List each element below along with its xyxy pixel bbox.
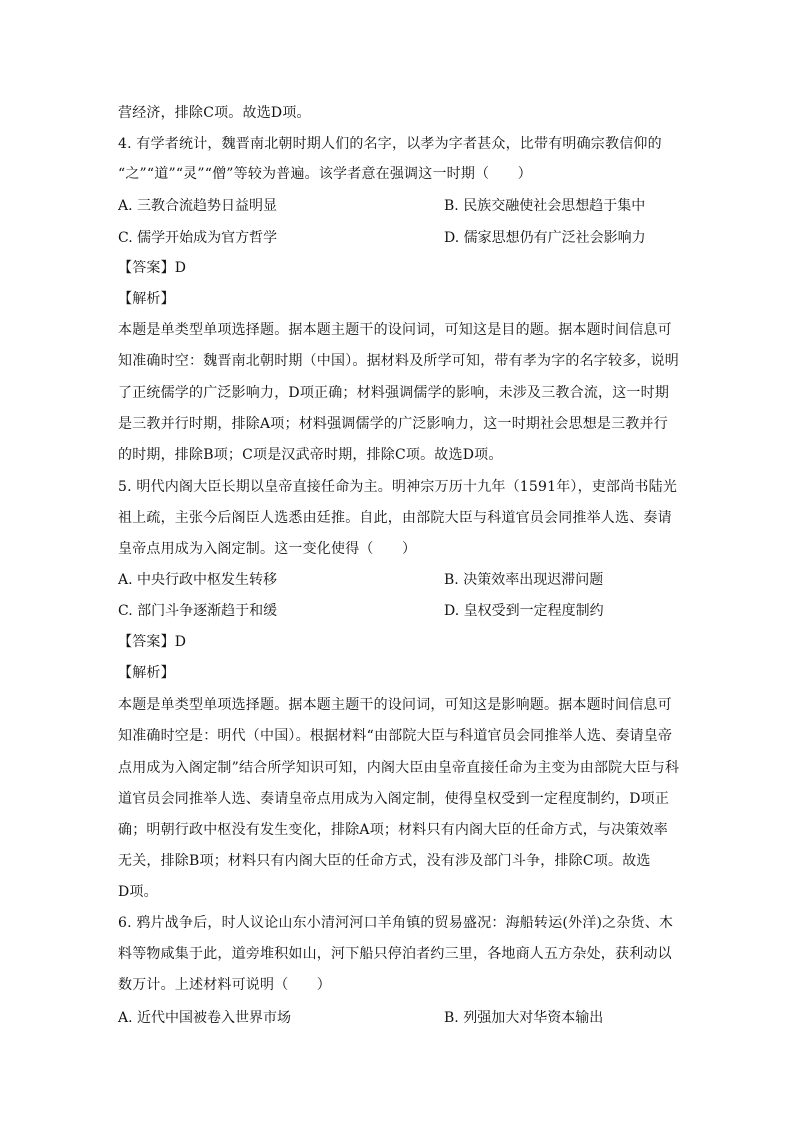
q5-stem-line: 皇帝点用成为入阁定制。这一变化使得（ ） [118, 541, 417, 557]
q5-option-d: D. 皇权受到一定程度制约 [444, 603, 604, 619]
q5-analysis-line: 道官员会同推举人选、奏请皇帝点用成为入阁定制，使得皇权受到一定程度制约，D项正 [118, 791, 670, 807]
q5-option-a: A. 中央行政中枢发生转移 [118, 572, 278, 588]
q4-stem-line: 4. 有学者统计，魏晋南北朝时期人们的名字，以孝为字者甚众，比带有明确宗教信仰的 [118, 136, 662, 152]
q5-analysis-line: 点用成为入阁定制”结合所学知识可知，内阁大臣由皇帝直接任命为主变为由部院大臣与科 [118, 760, 680, 776]
q4-analysis-line: 的时期，排除B项；C项是汉武帝时期，排除C项。故选D项。 [118, 447, 503, 463]
q5-analysis-title: 【解析】 [118, 665, 175, 681]
q5-answer: 【答案】D [118, 634, 187, 650]
q6-stem-line: 6. 鸦片战争后，时人议论山东小清河河口羊角镇的贸易盛况：海船转运(外洋)之杂货、木 [118, 915, 674, 931]
q4-option-b: B. 民族交融使社会思想趋于集中 [444, 198, 646, 214]
q5-stem-line: 5. 明代内阁大臣长期以皇帝直接任命为主。明神宗万历十九年（1591年），吏部尚书陆光 [118, 479, 678, 495]
q6-stem-line: 数万计。上述材料可说明（ ） [118, 977, 331, 993]
q5-analysis-line: 无关，排除B项；材料只有内阁大臣的任命方式，没有涉及部门斗争，排除C项。故选 [118, 853, 651, 869]
q4-analysis-line: 了正统儒学的广泛影响力，D项正确；材料强调儒学的影响，未涉及三教合流，这一时期 [118, 385, 670, 401]
q5-analysis-line: 知准确时空是：明代（中国）。根据材料“由部院大臣与科道官员会同推举人选、奏请皇帝 [118, 728, 673, 744]
q4-analysis-title: 【解析】 [118, 291, 175, 307]
q5-analysis-line: 确；明朝行政中枢没有发生变化，排除A项；材料只有内阁大臣的任命方式，与决策效率 [118, 822, 668, 838]
q4-analysis-line: 知准确时空：魏晋南北朝时期（中国）。据材料及所学可知，带有孝为字的名字较多，说明 [118, 353, 679, 369]
q5-option-b: B. 决策效率出现迟滞问题 [444, 572, 604, 588]
q4-stem-line: “之”“道”“灵”“僧”等较为普遍。该学者意在强调这一时期（ ） [118, 166, 532, 182]
q6-stem-line: 料等物咸集于此，道旁堆积如山，河下船只停泊者约三里，各地商人五方杂处，获利动以 [118, 946, 672, 962]
q6-option-b: B. 列强加大对华资本输出 [444, 1010, 604, 1026]
intro-line: 营经济，排除C项。故选D项。 [118, 105, 311, 121]
q5-analysis-line: 本题是单类型单项选择题。据本题主题干的设问词，可知这是影响题。据本题时间信息可 [118, 697, 672, 713]
q5-option-c: C. 部门斗争逐渐趋于和缓 [118, 603, 278, 619]
q5-stem-line: 祖上疏，主张今后阁臣人选悉由廷推。自此，由部院大臣与科道官员会同推举人选、奏请 [118, 510, 672, 526]
q4-analysis-line: 本题是单类型单项选择题。据本题主题干的设问词，可知这是目的题。据本题时间信息可 [118, 322, 672, 338]
q4-answer: 【答案】D [118, 260, 187, 276]
q4-option-a: A. 三教合流趋势日益明显 [118, 198, 278, 214]
q4-option-c: C. 儒学开始成为官方哲学 [118, 230, 278, 246]
q5-analysis-line: D项。 [118, 884, 158, 900]
q4-analysis-line: 是三教并行时期，排除A项；材料强调儒学的广泛影响力，这一时期社会思想是三教并行 [118, 416, 668, 432]
q4-option-d: D. 儒家思想仍有广泛社会影响力 [444, 230, 646, 246]
q6-option-a: A. 近代中国被卷入世界市场 [118, 1010, 292, 1026]
